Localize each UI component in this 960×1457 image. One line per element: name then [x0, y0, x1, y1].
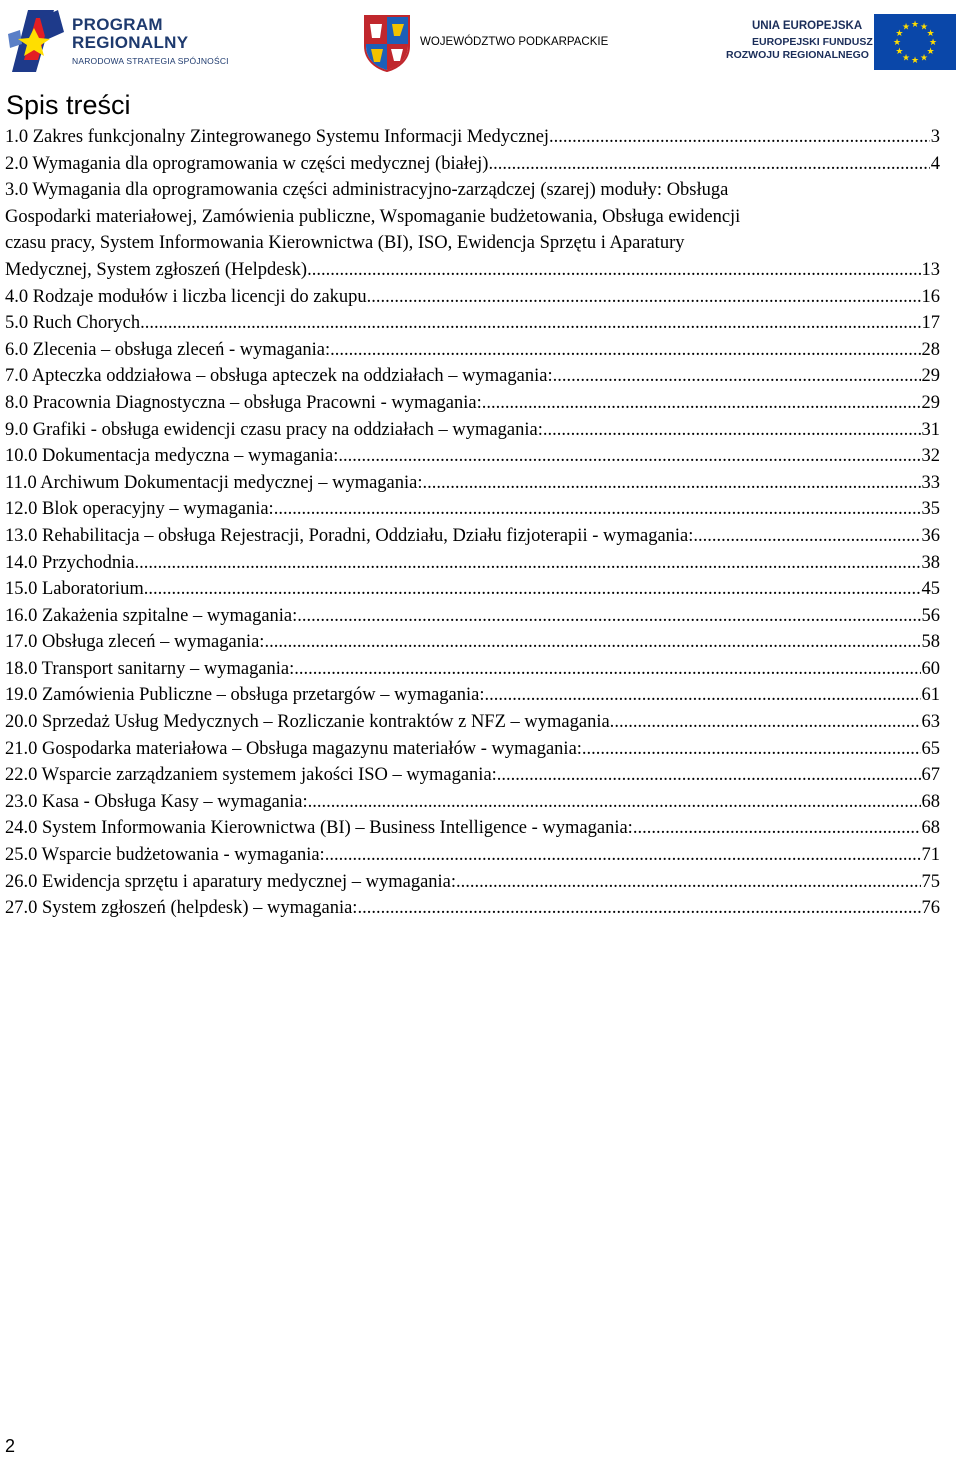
toc-dot-leader: [693, 523, 920, 550]
eu-star-icon: ★: [919, 21, 929, 32]
toc-entry-text: 19.0 Zamówienia Publiczne – obsługa przetargów – wymagania:: [5, 685, 485, 706]
toc-entry-row: [5, 869, 940, 896]
toc-entry[interactable]: [5, 470, 940, 497]
page-header: [0, 0, 960, 80]
toc-entry-text: 6.0 Zlecenia – obsługa zleceń - wymagania:: [5, 339, 331, 360]
toc-entry-row: [5, 709, 940, 736]
podkarpackie-coat-of-arms-icon: [362, 14, 412, 72]
toc-dot-leader: [338, 443, 920, 470]
toc-entry-row: [5, 470, 940, 497]
toc-entry-text: Medycznej, System zgłoszeń (Helpdesk).: [5, 259, 312, 280]
toc-dot-leader: [145, 310, 921, 337]
toc-page-number: 63: [921, 712, 940, 733]
toc-entry-text: 17.0 Obsługa zleceń – wymagania:: [5, 632, 265, 653]
toc-entry-text: 8.0 Pracownia Diagnostyczna – obsługa Pracowni - wymagania:: [5, 392, 482, 413]
toc-page-number: 58: [921, 632, 940, 653]
toc-dot-leader: [549, 124, 930, 151]
toc-page-number: 16: [921, 286, 940, 307]
toc-dot-leader: [633, 815, 921, 842]
eu-flag-icon: [874, 14, 956, 70]
toc-page-number: 68: [921, 818, 940, 839]
toc-entry-row: [5, 523, 940, 550]
toc-dot-leader: [456, 869, 920, 896]
toc-entry-row: [5, 257, 940, 284]
toc-entry[interactable]: [5, 736, 940, 763]
toc-dot-leader: [423, 470, 921, 497]
program-regionalny-logo: [6, 4, 246, 74]
eu-star-icon: ★: [895, 28, 904, 38]
toc-page-number: 60: [921, 658, 940, 679]
toc-entry[interactable]: [5, 310, 940, 337]
toc-entry-row: [5, 656, 940, 683]
toc-entry-text: Gospodarki materiałowej, Zamówienia publiczne, Wspomaganie budżetowania, Obsługa ewidencji: [5, 206, 741, 227]
eu-logo: [722, 14, 958, 72]
toc-entry-row: [5, 762, 940, 789]
toc-entry-row: [5, 284, 940, 311]
podkarpackie-logo-text: WOJEWÓDZTWO PODKARPACKIE: [420, 36, 609, 48]
toc-entry[interactable]: [5, 789, 940, 816]
toc-page-number: 76: [921, 898, 940, 919]
toc-title: Spis treści: [6, 90, 131, 120]
toc-entry-row: [5, 842, 940, 869]
toc-entry[interactable]: [5, 284, 940, 311]
toc-entry[interactable]: [5, 682, 940, 709]
toc-entry-row: [5, 124, 940, 151]
toc-entry-row: [5, 815, 940, 842]
toc-dot-leader: [144, 576, 921, 603]
toc-entry-row: [5, 789, 940, 816]
toc-page-number: 29: [921, 392, 940, 413]
toc-entry-row: [5, 417, 940, 444]
toc-entry-text: 5.0 Ruch Chorych.: [5, 313, 145, 334]
toc-entry-text: 3.0 Wymagania dla oprogramowania części administracyjno-zarządczej (szarej) moduły: Obsługa: [5, 180, 729, 201]
toc-entry-text: 12.0 Blok operacyjny – wymagania:: [5, 499, 274, 520]
eu-logo-line2: EUROPEJSKI FUNDUSZ: [752, 36, 873, 48]
toc-entry-text: 13.0 Rehabilitacja – obsługa Rejestracji, Poradni, Oddziału, Działu fizjoterapii - wymagania:: [5, 525, 694, 546]
toc-entry[interactable]: [5, 337, 940, 364]
toc-dot-leader: [482, 390, 921, 417]
toc-entry-text: 7.0 Apteczka oddziałowa – obsługa apteczek na oddziałach – wymagania:: [5, 366, 553, 387]
toc-entry-row: [5, 443, 940, 470]
toc-entry[interactable]: [5, 815, 940, 842]
eu-star-icon: ★: [910, 55, 920, 65]
eu-star-icon: ★: [901, 21, 911, 32]
toc-dot-leader: [274, 496, 921, 523]
toc-dot-leader: [264, 629, 920, 656]
toc-page-number: 28: [921, 339, 940, 360]
toc-entry-text: 9.0 Grafiki - obsługa ewidencji czasu pracy na oddziałach – wymagania:: [5, 419, 543, 440]
toc-entry-row: [5, 629, 940, 656]
eu-logo-line3: ROZWOJU REGIONALNEGO: [726, 49, 869, 61]
toc-entry-row: [5, 310, 940, 337]
toc-entry-text: 20.0 Sprzedaż Usług Medycznych – Rozliczanie kontraktów z NFZ – wymagania.: [5, 712, 615, 733]
toc-page-number: 33: [921, 472, 940, 493]
toc-entry[interactable]: [5, 629, 940, 656]
toc-entry-row: [5, 496, 940, 523]
toc-entry[interactable]: [5, 177, 940, 283]
eu-star-icon: ★: [919, 52, 929, 63]
page-number: 2: [5, 1436, 16, 1456]
toc-entry-text: 25.0 Wsparcie budżetowania - wymagania:: [5, 845, 325, 866]
toc-page-number: 68: [921, 791, 940, 812]
toc-dot-leader: [493, 151, 930, 178]
toc-entry[interactable]: [5, 443, 940, 470]
toc-entry-row: [5, 390, 940, 417]
toc-entry[interactable]: [5, 124, 940, 151]
toc-dot-leader: [371, 284, 920, 311]
toc-dot-leader: [139, 550, 920, 577]
toc-dot-leader: [330, 337, 920, 364]
toc-entry-row: [5, 682, 940, 709]
toc-dot-leader: [553, 363, 921, 390]
toc-entry[interactable]: [5, 656, 940, 683]
eu-star-icon: ★: [910, 19, 920, 29]
program-logo-line3: NARODOWA STRATEGIA SPÓJNOŚCI: [72, 56, 229, 66]
toc-entry-row: [5, 337, 940, 364]
program-logo-line1: PROGRAM: [72, 15, 163, 34]
eu-star-icon: ★: [895, 46, 904, 56]
toc-entry[interactable]: [5, 523, 940, 550]
toc-dot-leader: [325, 842, 921, 869]
program-regionalny-flag-icon: [6, 4, 66, 74]
toc-page-number: 13: [921, 259, 940, 280]
toc-dot-leader: [614, 709, 920, 736]
toc-entry-row: [5, 895, 940, 922]
toc-page-number: 67: [921, 765, 940, 786]
toc-page-number: 56: [921, 605, 940, 626]
toc-dot-leader: [357, 895, 920, 922]
toc-entry[interactable]: [5, 842, 940, 869]
toc-entry-row: [5, 363, 940, 390]
toc-page-number: 4: [930, 153, 940, 174]
toc-entry-text: 16.0 Zakażenia szpitalne – wymagania:: [5, 605, 298, 626]
toc-entry-text: 4.0 Rodzaje modułów i liczba licencji do zakupu.: [5, 286, 372, 307]
toc-page-number: 61: [921, 685, 940, 706]
toc-entry-text: 23.0 Kasa - Obsługa Kasy – wymagania:: [5, 791, 308, 812]
eu-star-icon: ★: [892, 37, 902, 47]
toc-dot-leader: [297, 603, 920, 630]
eu-star-icon: ★: [901, 52, 911, 63]
toc-entry-row: [5, 603, 940, 630]
toc-entry-text: 22.0 Wsparcie zarządzaniem systemem jakości ISO – wymagania:: [5, 765, 497, 786]
toc-page-number: 36: [921, 525, 940, 546]
toc-entry[interactable]: [5, 895, 940, 922]
toc-entry[interactable]: [5, 762, 940, 789]
eu-star-icon: ★: [926, 28, 935, 38]
eu-star-icon: ★: [928, 37, 938, 47]
toc-page-number: 3: [930, 127, 940, 147]
toc-dot-leader: [294, 656, 920, 683]
toc-page-number: 65: [921, 738, 940, 759]
toc-entry-text: czasu pracy, System Informowania Kierownictwa (BI), ISO, Ewidencja Sprzętu i Aparatury: [5, 233, 685, 254]
toc-entry[interactable]: [5, 390, 940, 417]
toc-entry-text: 11.0 Archiwum Dokumentacji medycznej – wymagania:: [5, 472, 423, 493]
toc-page-number: 31: [921, 419, 940, 440]
toc-entry-row: [5, 550, 940, 577]
toc-dot-leader: [308, 789, 921, 816]
toc-entry[interactable]: [5, 151, 940, 178]
toc-entry-text: 18.0 Transport sanitarny – wymagania:: [5, 658, 295, 679]
toc-entry[interactable]: [5, 576, 940, 603]
toc-dot-leader: [485, 682, 921, 709]
toc-dot-leader: [497, 762, 921, 789]
toc-page-number: 35: [921, 499, 940, 520]
toc-entry-row: [5, 576, 940, 603]
toc-entry[interactable]: [5, 603, 940, 630]
toc-entry-text: 2.0 Wymagania dla oprogramowania w części medycznej (białej).: [5, 153, 494, 174]
toc-page-number: 17: [921, 313, 940, 334]
toc-entry[interactable]: [5, 417, 940, 444]
toc-entry[interactable]: [5, 709, 940, 736]
toc-entry-text: 26.0 Ewidencja sprzętu i aparatury medycznej – wymagania:: [5, 871, 457, 892]
toc-page-number: 29: [921, 366, 940, 387]
toc-page-number: 75: [921, 871, 940, 892]
toc-entry-text: 24.0 System Informowania Kierownictwa (BI) – Business Intelligence - wymagania:: [5, 818, 633, 839]
toc-entry[interactable]: [5, 496, 940, 523]
toc-dot-leader: [312, 257, 921, 284]
eu-logo-line1: UNIA EUROPEJSKA: [752, 20, 863, 32]
toc-entry[interactable]: [5, 363, 940, 390]
toc-entry[interactable]: [5, 550, 940, 577]
toc-dot-leader: [582, 736, 921, 763]
toc-entry-row: [5, 151, 940, 178]
table-of-contents: [5, 124, 940, 922]
toc-dot-leader: [543, 417, 921, 444]
toc-entry-text: 1.0 Zakres funkcjonalny Zintegrowanego Systemu Informacji Medycznej: [5, 127, 550, 147]
toc-page-number: 38: [921, 552, 940, 573]
toc-page-number: 32: [921, 446, 940, 467]
toc-entry-row: [5, 736, 940, 763]
toc-entry-text: 10.0 Dokumentacja medyczna – wymagania:: [5, 446, 339, 467]
toc-entry-text: 21.0 Gospodarka materiałowa – Obsługa magazynu materiałów - wymagania:: [5, 738, 582, 759]
toc-page-number: 71: [921, 845, 940, 866]
toc-entry-text: 15.0 Laboratorium: [5, 579, 144, 600]
eu-star-icon: ★: [926, 46, 935, 56]
toc-entry[interactable]: [5, 869, 940, 896]
toc-page-number: 45: [921, 579, 940, 600]
program-logo-line2: REGIONALNY: [72, 33, 189, 52]
toc-entry-text: 14.0 Przychodnia.: [5, 552, 140, 573]
podkarpackie-logo: [362, 14, 642, 72]
toc-entry-text: 27.0 System zgłoszeń (helpdesk) – wymagania:: [5, 898, 358, 919]
